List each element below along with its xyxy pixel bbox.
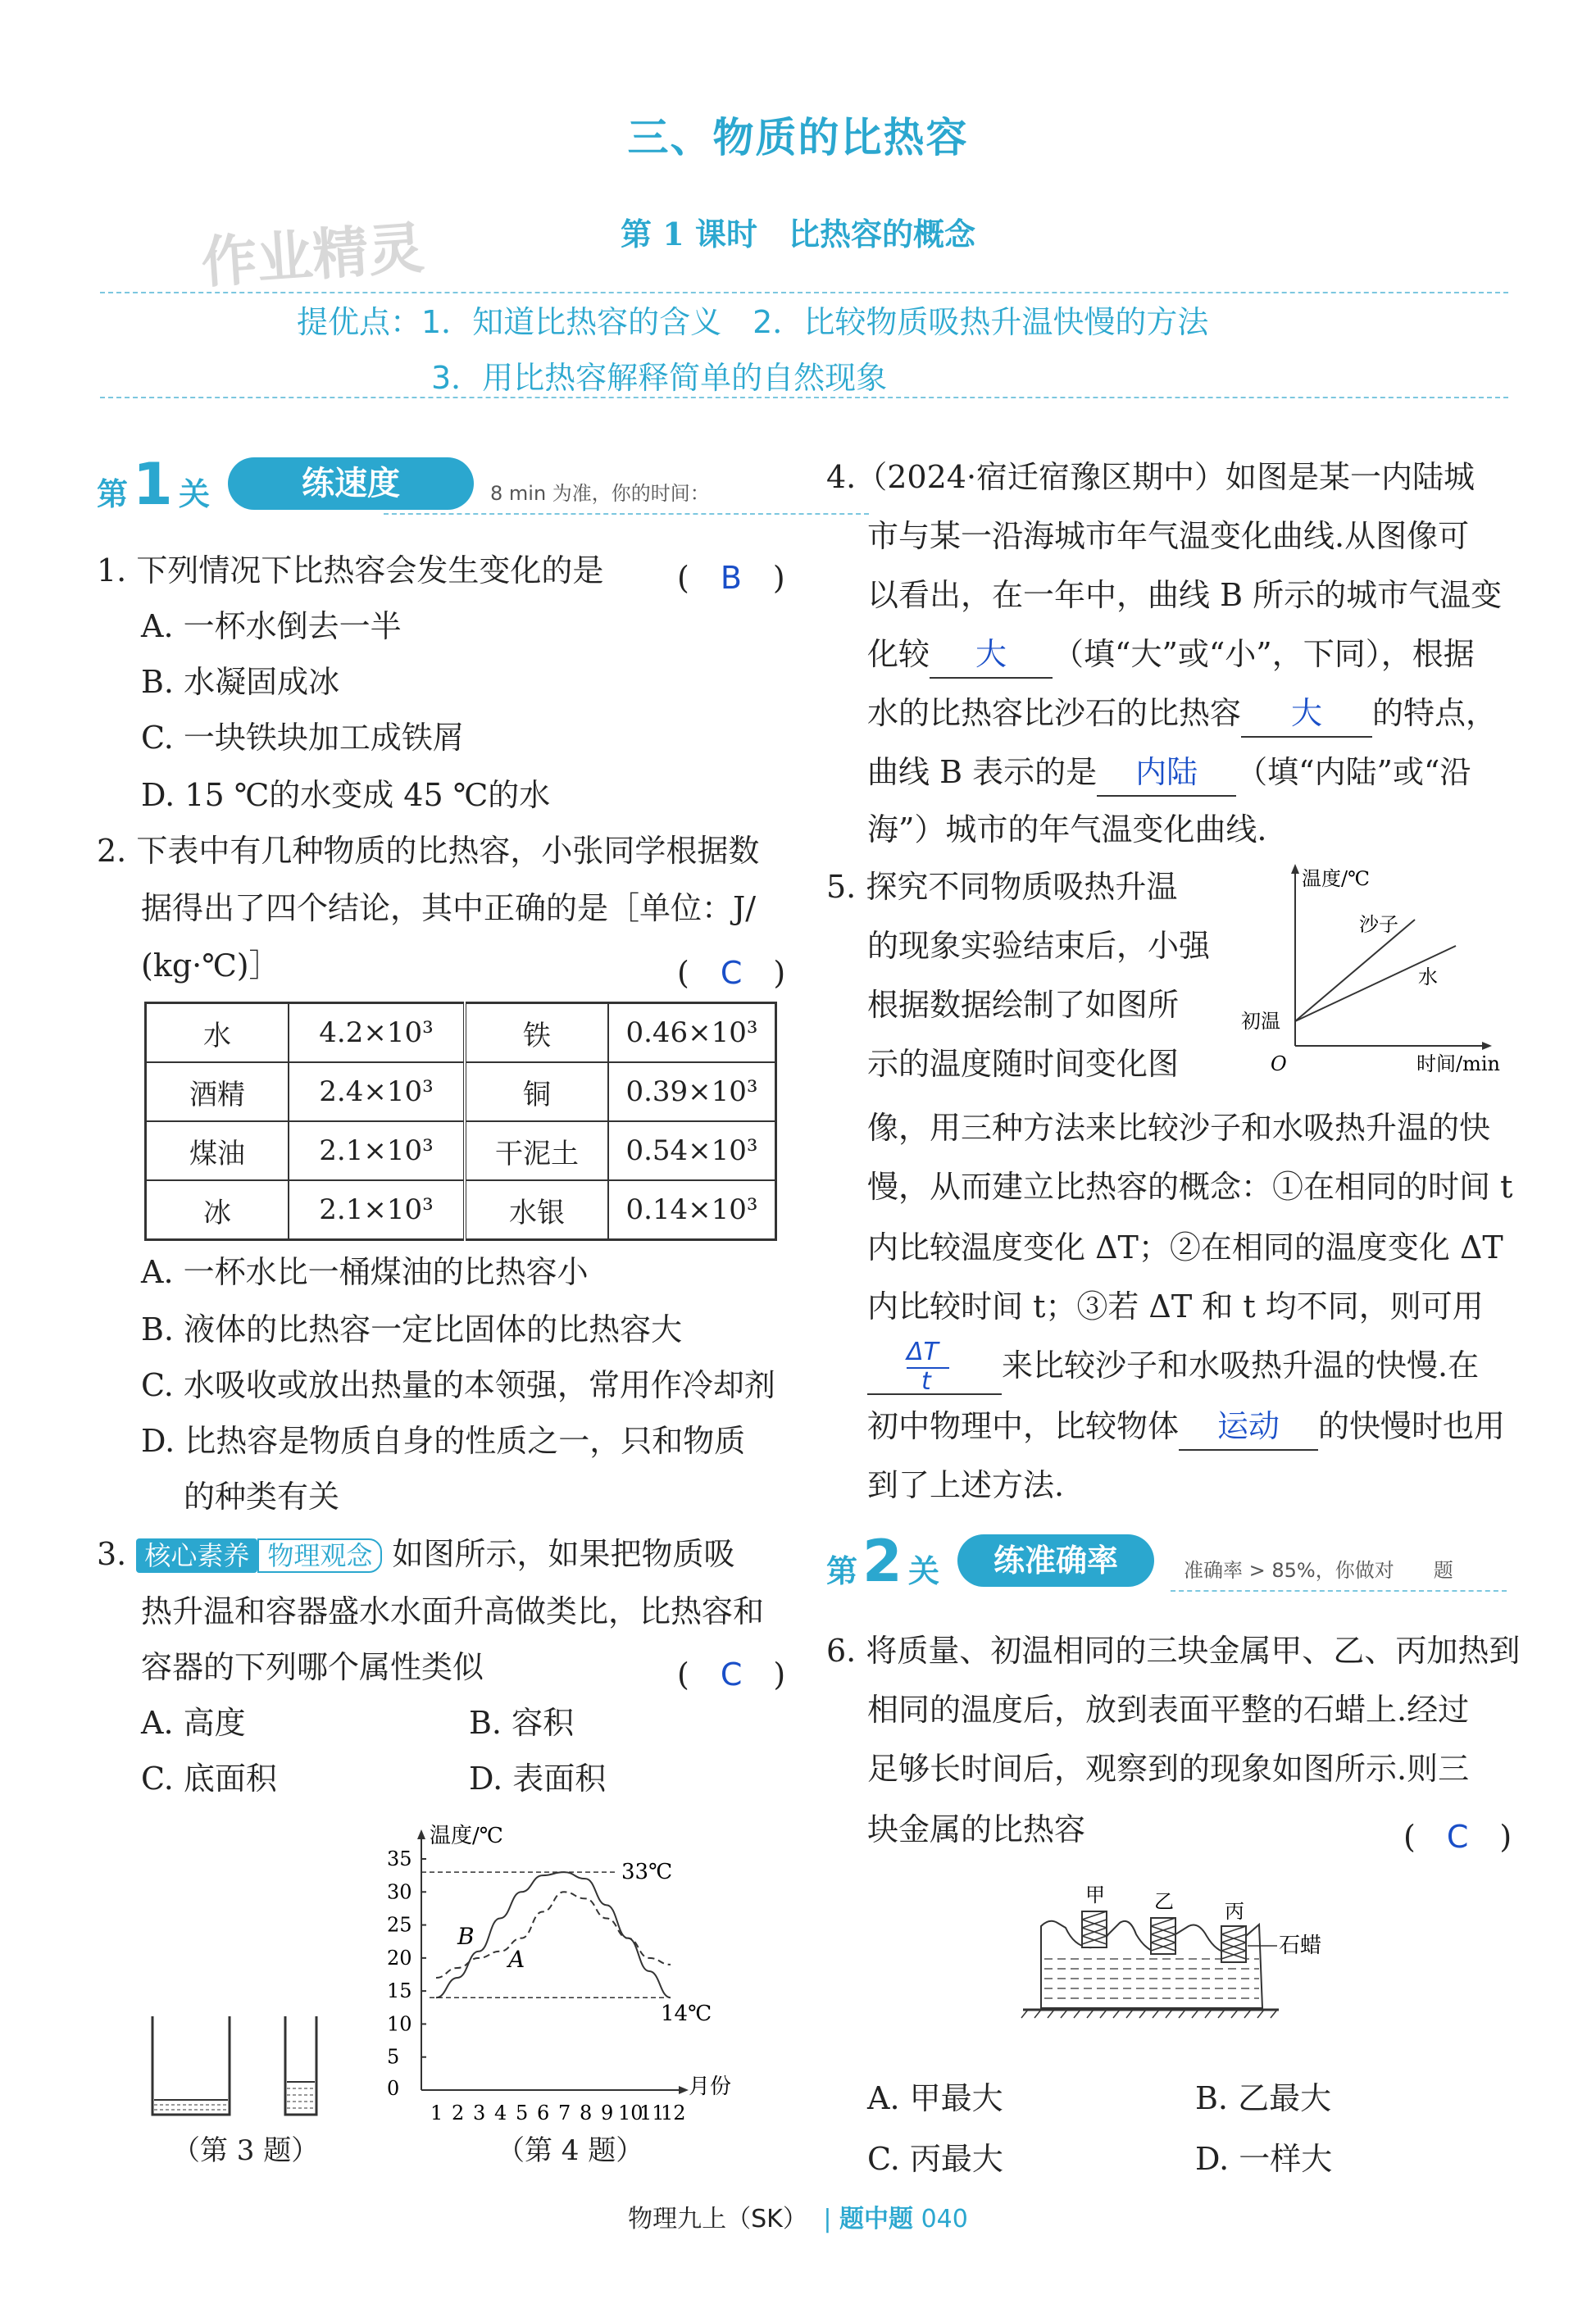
q3-option-b: B. 容积 [469,1705,575,1741]
q5-origin: O [1271,1052,1287,1075]
table-cell: 冰 [146,1180,289,1240]
x-tick-label: 10 [618,2102,643,2123]
q6-option-b: B. 乙最大 [1195,2080,1332,2116]
q1-option-a: A. 一杯水倒去一半 [141,608,402,644]
table-cell: 干泥土 [465,1121,608,1180]
curve-a-label: A [508,1946,525,1973]
section-1-line [384,513,869,515]
y-tick-label: 30 [387,1880,412,1904]
table-cell: 铁 [465,1003,608,1063]
y-tick-label: 0 [387,2077,400,2100]
q5-initial-temp: 初温 [1241,1010,1280,1033]
x-tick-label: 8 [580,2102,593,2123]
section-2-pre: 第 [826,1553,858,1589]
label-jia: 甲 [1085,1884,1105,1906]
q5-blank-2: 运动 [1179,1403,1318,1451]
x-tick-label: 5 [516,2102,529,2123]
footer-divider: | [823,2205,832,2233]
q2-answer: C [720,955,743,991]
q5-line-9: 来比较沙子和水吸热升温的快慢.在 [1002,1347,1480,1384]
q5-line-1: 5. 探究不同物质吸热升温 [826,869,1178,905]
x-tick-label: 2 [452,2102,465,2123]
q1-stem: 1. 下列情况下比热容会发生变化的是 [97,552,604,588]
table-cell: 水银 [465,1180,608,1240]
q3-stem-2: 热升温和容器盛水水面升高做类比，比热容和 [141,1593,765,1629]
lesson-subtitle: 第 1 课时 比热容的概念 [621,216,975,252]
q4-line-1: 4.（2024·宿迁宿豫区期中）如图是某一内陆城 [826,459,1476,495]
q5-line-10b: 的快慢时也用 [1318,1408,1506,1444]
label-bing: 丙 [1225,1900,1244,1923]
q4-line-6a: 曲线 B 表示的是 [867,754,1098,790]
footer-brand: 题中题 [839,2205,914,2233]
table-cell: 2.4×10³ [289,1062,465,1121]
y-tick-label: 5 [387,2045,400,2069]
q5-water-label: 水 [1418,966,1438,988]
q4-line-6b: （填“内陆”或“沿 [1236,754,1471,790]
fraction-numerator: ΔT [907,1338,939,1366]
q5-x-arrow [1482,1042,1492,1050]
y-axis-label: 温度/℃ [430,1824,503,1848]
q6-line-2: 相同的温度后，放到表面平整的石蜡上.经过 [867,1692,1470,1728]
q2-option-c: C. 水吸收或放出热量的本领强，常用作冷却剂 [141,1367,775,1403]
table-cell: 煤油 [146,1121,289,1180]
table-cell: 4.2×10³ [289,1003,465,1063]
q2-stem-2: 据得出了四个结论，其中正确的是［单位：J/ [141,890,757,926]
y-tick-label: 15 [387,1979,412,2003]
x-tick-label: 11 [639,2102,665,2123]
wide-container [152,2016,230,2115]
q5-x-label: 时间/min [1416,1052,1500,1075]
q5-line-7: 内比较温度变化 ΔT；②在相同的温度变化 ΔT [867,1229,1503,1266]
narrow-container [285,2016,316,2115]
x-tick-label: 7 [558,2102,571,2123]
table-row [146,1121,776,1180]
q5-y-arrow [1291,864,1299,874]
q5-line-2: 的现象实验结束后，小强 [867,928,1211,964]
fig4-caption: （第 4 题） [497,2134,644,2167]
section-1-num: 1 [133,451,173,518]
q2-option-d-cont: 的种类有关 [184,1479,340,1515]
page-footer [0,2198,1596,2234]
q3-option-a: A. 高度 [141,1705,246,1741]
x-tick-label: 1 [430,2102,443,2123]
q5-line-4: 示的温度随时间变化图 [867,1046,1180,1082]
q5-blank-fraction [867,1338,1002,1396]
y-axis-arrow [417,1829,425,1839]
x-tick-label: 4 [494,2102,507,2123]
q3-line-1 [97,1525,735,1585]
q4-line-5 [867,684,1497,743]
table-cell: 铜 [465,1062,608,1121]
q3-answer-paren: ( C ) [677,1656,786,1693]
q5-line-8: 内比较时间 t；③若 ΔT 和 t 均不同，则可用 [867,1288,1484,1325]
section-2-header [826,1529,1510,1595]
label-33c: 33℃ [621,1860,673,1885]
fig3-containers [139,2000,336,2123]
label-yi: 乙 [1154,1890,1174,1913]
q3-tag-core: 核心素养 [136,1538,257,1573]
y-tick-label: 35 [387,1847,412,1870]
specific-heat-table [144,1002,777,1241]
q3-num: 3. [97,1536,127,1572]
q3-option-c: C. 底面积 [141,1761,277,1797]
q6-option-c: C. 丙最大 [867,2141,1003,2177]
label-14c: 14℃ [661,2002,712,2027]
divider-top [100,292,1508,293]
q5-temperature-time-graph [1239,857,1518,1079]
y-tick-label: 20 [387,1946,412,1970]
page-title: 三、物质的比热容 [627,113,969,161]
q1-option-c: C. 一块铁块加工成铁屑 [141,720,464,756]
y-tick-label: 25 [387,1913,412,1937]
x-tick-label: 12 [661,2102,686,2123]
q6-line-4: 块金属的比热容 [867,1811,1086,1847]
q3-stem-1: 如图所示，如果把物质吸 [392,1536,735,1572]
q4-line-5b: 的特点， [1372,695,1498,731]
q6-answer-paren: ( C ) [1403,1819,1512,1855]
x-tick-label: 3 [473,2102,486,2123]
q3-tag-concept: 物理观念 [257,1538,382,1573]
section-2-line [1171,1590,1507,1592]
x-axis-arrow [679,2086,689,2094]
q3-answer: C [720,1656,743,1693]
q3-stem-3: 容器的下列哪个属性类似 [141,1649,484,1685]
q1-answer-paren: ( B ) [677,560,785,596]
q4-line-2: 市与某一沿海城市年气温变化曲线.从图像可 [867,518,1470,554]
q2-option-d: D. 比热容是物质自身的性质之一，只和物质 [141,1423,746,1459]
q1-option-b: B. 水凝固成冰 [141,664,340,700]
table-row [146,1062,776,1121]
q5-line-5: 像，用三种方法来比较沙子和水吸热升温的快 [867,1110,1491,1146]
q5-y-label: 温度/℃ [1302,867,1370,890]
q4-blank-2: 大 [1241,690,1372,738]
q4-blank-3: 内陆 [1097,749,1236,797]
section-1-header [97,452,777,518]
q5-sand-label: 沙子 [1359,913,1398,936]
table-row [146,1003,776,1063]
section-1-post: 关 [179,476,211,512]
section-2-badge: 练准确率 [957,1534,1154,1587]
table-cell: 0.14×10³ [608,1180,776,1240]
table-cell: 0.39×10³ [608,1062,776,1121]
q4-line-3: 以看出，在一年中，曲线 B 所示的城市气温变 [867,577,1503,613]
goals-line-2: 3．用比热容解释简单的自然现象 [431,360,888,396]
fig3-caption: （第 3 题） [172,2134,320,2167]
q2-stem-1: 2. 下表中有几种物质的比热容，小张同学根据数 [97,833,760,869]
q2-option-a: A. 一杯水比一桶煤油的比热容小 [141,1254,589,1290]
watermark: 作业精灵 [198,216,426,297]
q5-line-10a: 初中物理中，比较物体 [867,1408,1180,1444]
q2-stem-3: (kg·℃)］ [141,947,280,984]
x-tick-label: 6 [537,2102,550,2123]
q2-answer-paren: ( C ) [677,955,786,991]
table-cell: 2.1×10³ [289,1121,465,1180]
q6-answer: C [1446,1819,1469,1855]
fig4-temperature-chart [367,1820,744,2123]
q6-wax-figure [1016,1877,1361,2041]
section-1-pre: 第 [97,476,129,512]
q4-line-5a: 水的比热容比沙石的比热容 [867,695,1242,731]
q5-line-3: 根据数据绘制了如图所 [867,987,1180,1023]
q1-option-d: D. 15 ℃的水变成 45 ℃的水 [141,777,551,813]
q5-line-6: 慢，从而建立比热容的概念：①在相同的时间 t [867,1169,1513,1205]
q6-option-d: D. 一样大 [1195,2141,1333,2177]
q6-option-a: A. 甲最大 [867,2080,1003,2116]
table-row [146,1180,776,1240]
divider-bottom [100,397,1508,398]
footer-page-number: 040 [921,2205,968,2233]
fraction-denominator: t [921,1367,931,1396]
y-tick-label: 10 [387,2012,412,2036]
table-cell: 2.1×10³ [289,1180,465,1240]
q1-answer: B [720,560,742,596]
x-tick-label: 9 [601,2102,614,2123]
section-2-note: 准确率 > 85%，你做对 题 [1184,1559,1453,1582]
section-2-num: 2 [862,1528,903,1595]
section-1-note: 8 min 为准，你的时间： [490,482,710,505]
label-wax: 石蜡 [1279,1934,1322,1958]
q6-line-3: 足够长时间后，观察到的现象如图所示.则三 [867,1751,1470,1787]
x-axis-label: 月份 [689,2074,732,2099]
q4-line-6 [867,743,1471,802]
q4-line-4 [867,625,1475,684]
table-cell: 酒精 [146,1062,289,1121]
q5-line-10 [867,1397,1505,1456]
goals-line-1: 提优点：1．知道比热容的含义 2．比较物质吸热升温快慢的方法 [297,304,1209,340]
q4-line-7: 海”）城市的年气温变化曲线. [867,811,1267,847]
q3-option-d: D. 表面积 [469,1761,607,1797]
table-cell: 水 [146,1003,289,1063]
q5-line-11: 到了上述方法. [867,1467,1065,1503]
section-2-post: 关 [908,1553,940,1589]
q6-line-1: 6. 将质量、初温相同的三块金属甲、乙、丙加热到 [826,1633,1521,1669]
table-cell: 0.54×10³ [608,1121,776,1180]
curve-b-label: B [457,1923,475,1950]
footer-book: 物理九上（SK） [628,2205,807,2233]
q4-line-4b: （填“大”或“小”，下同），根据 [1053,636,1475,672]
q4-line-4a: 化较 [867,636,930,672]
q2-option-b: B. 液体的比热容一定比固体的比热容大 [141,1311,683,1347]
q4-blank-1: 大 [930,631,1053,679]
table-cell: 0.46×10³ [608,1003,776,1063]
section-1-badge: 练速度 [228,457,474,510]
